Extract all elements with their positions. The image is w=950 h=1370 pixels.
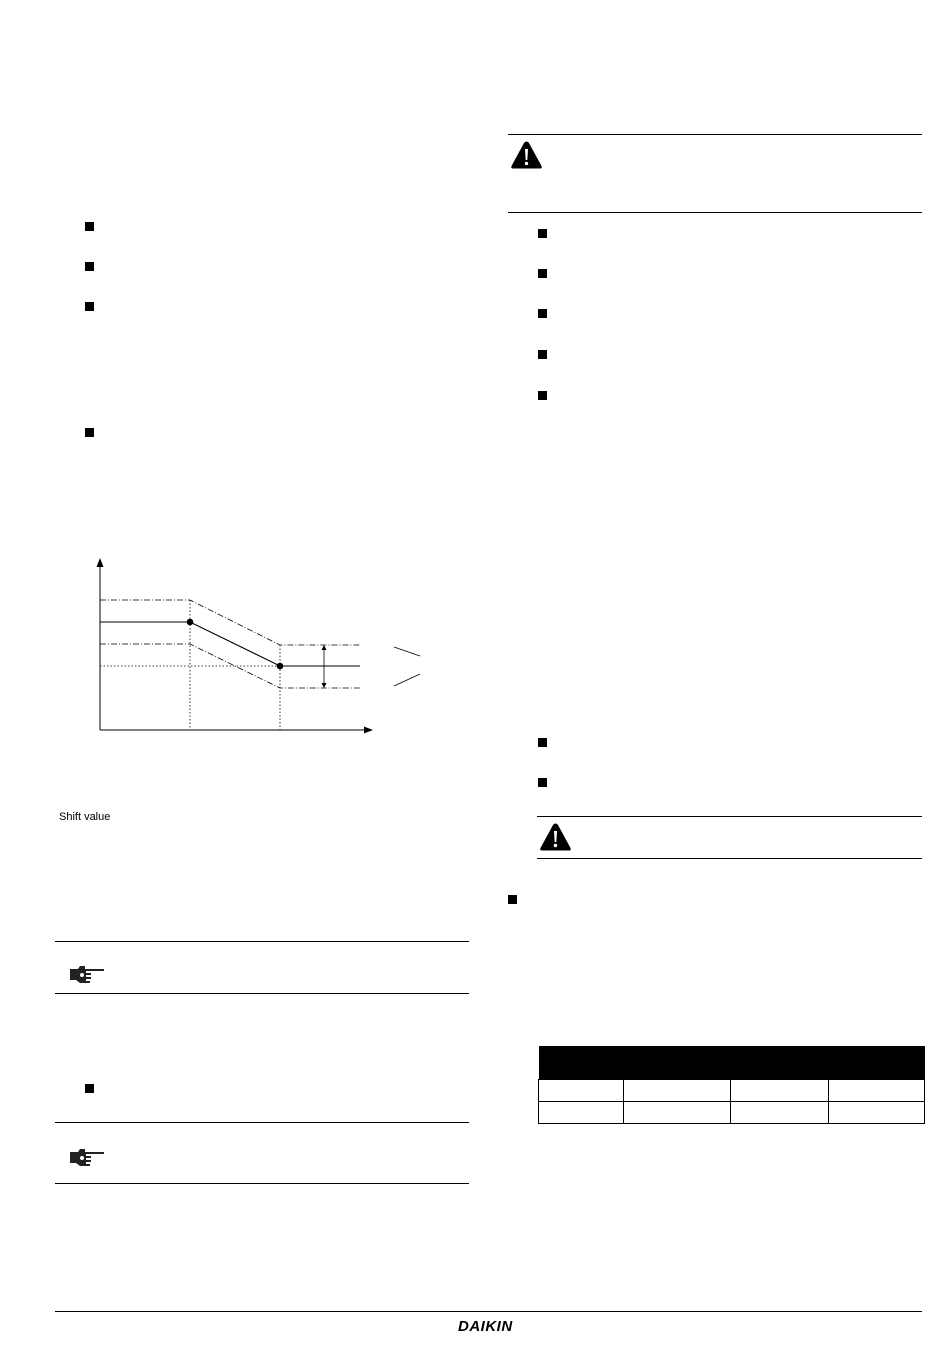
table-header-cell [539,1046,624,1080]
y-axis-arrow [97,558,104,567]
bullet-4 [85,428,94,437]
bullet-8 [538,309,547,318]
shift-value-label: Shift value [59,811,111,823]
bullet-7 [538,269,547,278]
callout-line-2 [394,674,420,686]
note-1-bottom-rule [55,993,469,994]
bullet-3 [85,302,94,311]
pointing-hand-note-icon [68,1145,106,1171]
bullet-2 [85,262,94,271]
warning-triangle-icon [539,822,572,852]
table-row [539,1080,925,1102]
note-2-bottom-rule [55,1183,469,1184]
callout-line-1 [394,647,420,656]
table-header-row [539,1046,925,1080]
bullet-12 [538,778,547,787]
bullet-10 [538,391,547,400]
note-1-top-rule [55,941,469,942]
table-header-cell [624,1046,731,1080]
table-row [539,1102,925,1124]
bullet-13 [508,895,517,904]
settings-table [538,1046,925,1124]
bullet-11 [538,738,547,747]
daikin-logo: DAIKIN [458,1318,513,1335]
setpoint-point-2 [277,663,284,670]
bullet-9 [538,350,547,359]
x-axis-arrow [364,727,373,734]
footer-rule [55,1311,922,1312]
setpoint-point-1 [187,619,194,626]
setpoint-graph [60,550,440,750]
warning-2-top-rule [537,816,922,817]
warning-triangle-icon [510,140,543,170]
bullet-6 [538,229,547,238]
warning-1-bottom-rule [508,212,922,213]
pointing-hand-note-icon [68,962,106,988]
table-header-cell [731,1046,925,1080]
bullet-1 [85,222,94,231]
note-2-top-rule [55,1122,469,1123]
warning-1-top-rule [508,134,922,135]
warning-2-bottom-rule [537,858,922,859]
bullet-5 [85,1084,94,1093]
